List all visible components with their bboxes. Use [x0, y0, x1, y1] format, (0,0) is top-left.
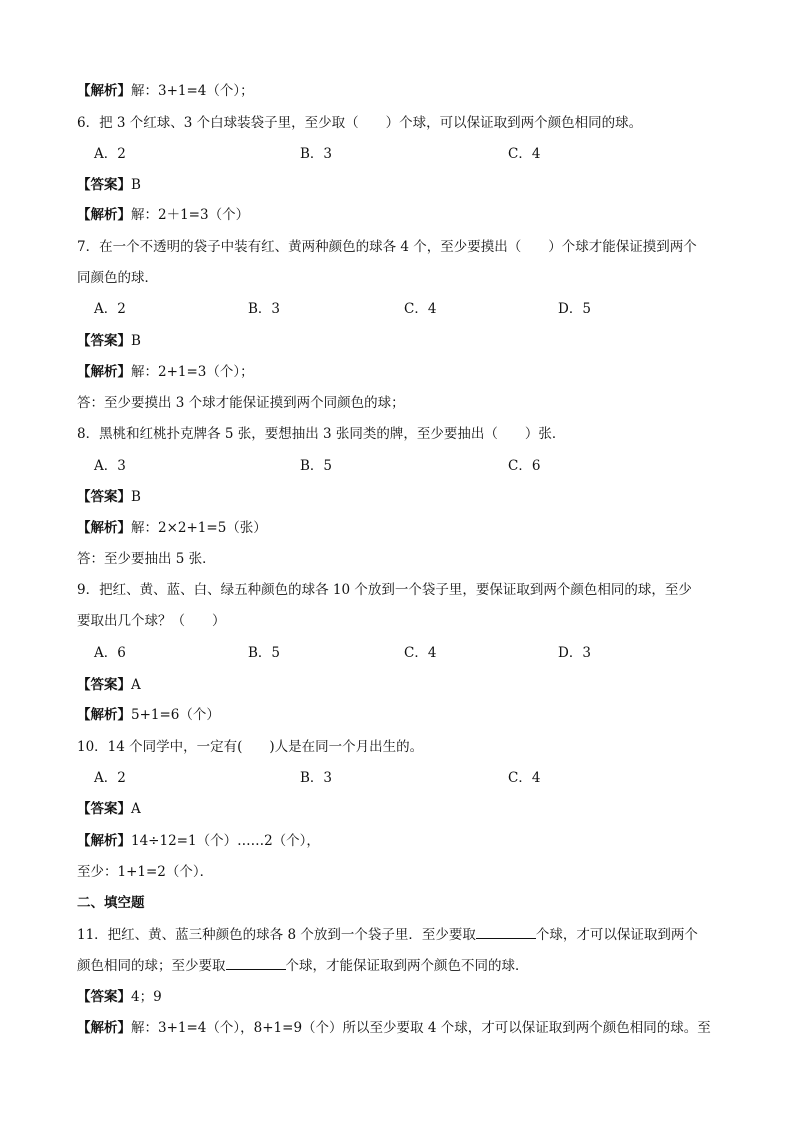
- q7-analysis-conclusion: 答：至少要摸出 3 个球才能保证摸到两个同颜色的球；: [77, 395, 405, 411]
- q9-analysis: [77, 706, 220, 724]
- answer-value: A: [131, 677, 141, 693]
- answer-value: B: [131, 333, 141, 349]
- answer-tag: 【答案】: [77, 989, 131, 1005]
- q10-option-a: A．2: [94, 770, 126, 786]
- question-9-line-1: 9．把红、黄、蓝、白、绿五种颜色的球各 10 个放到一个袋子里，要保证取到两个颜色相同的球，至少: [77, 582, 692, 598]
- q7-analysis: [77, 363, 254, 381]
- q9-option-c: C．4: [404, 645, 437, 661]
- analysis-tag: 【解析】: [77, 207, 131, 223]
- answer-tag: 【答案】: [77, 801, 131, 817]
- q7-option-d: D．5: [558, 301, 591, 317]
- analysis-text: 解：2＋1=3（个）: [131, 207, 250, 223]
- q8-option-a: A．3: [94, 458, 126, 474]
- q8-answer: [77, 488, 141, 506]
- q9-option-a: A．6: [94, 645, 126, 661]
- analysis-tag: 【解析】: [77, 520, 131, 536]
- q8-analysis-conclusion: 答：至少要抽出 5 张．: [77, 551, 216, 567]
- q11-text-part: 颜色相同的球；至少要取: [77, 958, 226, 974]
- analysis-tag: 【解析】: [77, 707, 131, 723]
- answer-tag: 【答案】: [77, 489, 131, 505]
- question-11-line-2: [77, 957, 529, 975]
- question-6: 6．把 3 个红球、3 个白球装袋子里，至少取（ ）个球，可以保证取到两个颜色相同的球。: [77, 115, 643, 131]
- question-10: 10．14 个同学中，一定有( )人是在同一个月出生的。: [77, 739, 424, 755]
- q9-answer: [77, 676, 141, 694]
- analysis-text: 解：3+1=4（个），8+1=9（个）所以至少要取 4 个球，才可以保证取到两个颜色相同的球。至: [131, 1020, 711, 1036]
- q6-option-b: B．3: [300, 146, 333, 162]
- q6-option-c: C．4: [508, 146, 541, 162]
- analysis-text: 解：2×2+1=5（张）: [131, 520, 267, 536]
- question-7-line-2: 同颜色的球．: [77, 270, 158, 286]
- q10-answer: [77, 800, 141, 818]
- q6-analysis: [77, 206, 249, 224]
- q11-analysis: [77, 1019, 711, 1037]
- analysis-tag: 【解析】: [77, 1020, 131, 1036]
- answer-tag: 【答案】: [77, 177, 131, 193]
- q6-option-a: A．2: [94, 146, 126, 162]
- answer-tag: 【答案】: [77, 333, 131, 349]
- q6-answer: [77, 176, 141, 194]
- answer-value: B: [131, 177, 141, 193]
- q11-text-part: 个球，才能保证取到两个颜色不同的球．: [285, 958, 529, 974]
- fill-blank: [226, 957, 286, 970]
- analysis-text: 5+1=6（个）: [131, 707, 220, 723]
- question-11-line-1: [77, 926, 698, 944]
- q7-answer: [77, 332, 141, 350]
- answer-value: 4；9: [131, 989, 162, 1005]
- q7-option-b: B．3: [248, 301, 281, 317]
- q10-analysis: [77, 832, 320, 850]
- analysis-text: 14÷12=1（个）……2（个），: [131, 833, 320, 849]
- q8-option-c: C．6: [508, 458, 541, 474]
- fill-blank: [476, 926, 536, 939]
- analysis-tag: 【解析】: [77, 83, 131, 99]
- q8-analysis: [77, 519, 267, 537]
- analysis-line: [77, 82, 254, 100]
- analysis-text: 解：2+1=3（个）；: [131, 364, 254, 380]
- q11-answer: [77, 988, 162, 1006]
- question-9-line-2: 要取出几个球？（ ）: [77, 613, 226, 629]
- answer-value: A: [131, 801, 141, 817]
- answer-value: B: [131, 489, 141, 505]
- q10-analysis-conclusion: 至少：1+1=2（个）．: [77, 864, 214, 880]
- answer-tag: 【答案】: [77, 677, 131, 693]
- q8-option-b: B．5: [300, 458, 333, 474]
- analysis-text: 解：3+1=4（个）；: [131, 83, 254, 99]
- q7-option-c: C．4: [404, 301, 437, 317]
- analysis-tag: 【解析】: [77, 833, 131, 849]
- q11-text-part: 个球，才可以保证取到两个: [535, 927, 698, 943]
- q9-option-b: B．5: [248, 645, 281, 661]
- analysis-tag: 【解析】: [77, 364, 131, 380]
- q9-option-d: D．3: [558, 645, 591, 661]
- q10-option-c: C．4: [508, 770, 541, 786]
- section-heading: 二、填空题: [77, 895, 145, 911]
- q7-option-a: A．2: [94, 301, 126, 317]
- q11-text-part: 11．把红、黄、蓝三种颜色的球各 8 个放到一个袋子里．至少要取: [77, 927, 476, 943]
- question-8: 8．黑桃和红桃扑克牌各 5 张，要想抽出 3 张同类的牌，至少要抽出（ ）张．: [77, 426, 566, 442]
- q10-option-b: B．3: [300, 770, 333, 786]
- question-7-line-1: 7．在一个不透明的袋子中装有红、黄两种颜色的球各 4 个，至少要摸出（ ）个球才能保证摸到两个: [77, 239, 697, 255]
